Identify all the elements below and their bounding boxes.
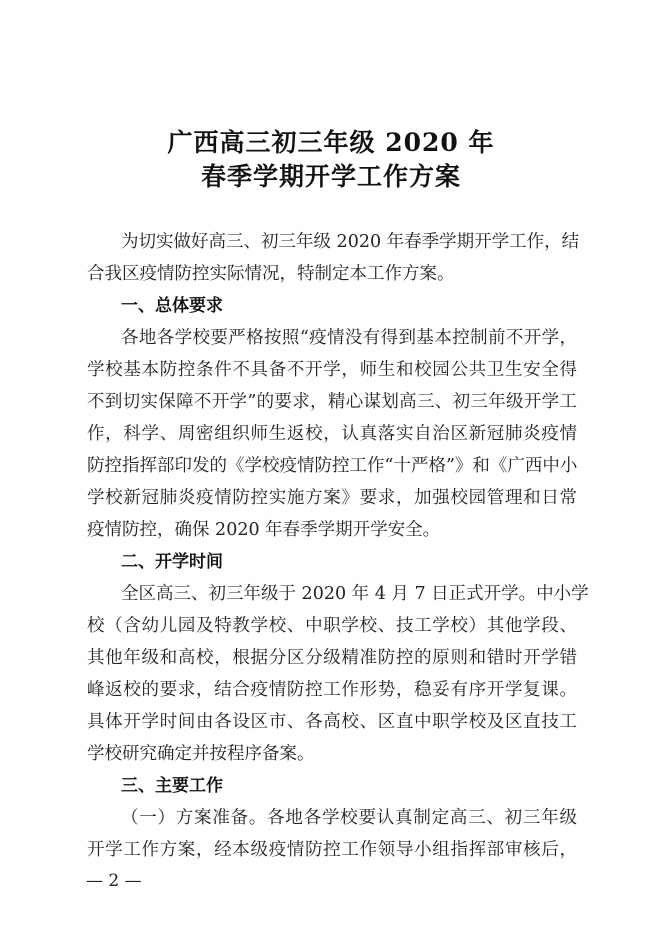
intro-line: 合我区疫情防控实际情况，特制定本工作方案。 [87, 264, 455, 284]
paragraph-line: （一）方案准备。各地各学校要认真制定高三、初三年级 [121, 808, 577, 828]
paragraph-line: 开学工作方案，经本级疫情防控工作领导小组指挥部审核后， [87, 840, 577, 860]
section-heading-3: 三、主要工作 [121, 776, 223, 796]
paragraph-line: 防控指挥部印发的《学校疫情防控工作“十严格”》和《广西中小 [87, 456, 578, 476]
paragraph-line: 具体开学时间由各设区市、各高校、区直中职学校及区直技工 [87, 712, 577, 732]
intro-line: 为切实做好高三、初三年级 2020 年春季学期开学工作，结 [121, 232, 580, 252]
paragraph-line: 学校基本防控条件不具备不开学，师生和校园公共卫生安全得 [87, 360, 577, 380]
document-title-line-1: 广西高三初三年级 2020 年 [167, 128, 495, 157]
page-number: — 2 — [86, 871, 142, 891]
paragraph-line: 不到切实保障不开学”的要求，精心谋划高三、初三年级开学工 [87, 392, 577, 412]
paragraph-line: 其他年级和高校，根据分区分级精准防控的原则和错时开学错 [87, 648, 577, 668]
section-heading-2: 二、开学时间 [121, 552, 223, 572]
paragraph-line: 学校研究确定并按程序备案。 [87, 744, 315, 764]
section-heading-1: 一、总体要求 [121, 296, 223, 316]
paragraph-line: 学校新冠肺炎疫情防控实施方案》要求，加强校园管理和日常 [87, 488, 577, 508]
paragraph-line: 疫情防控，确保 2020 年春季学期开学安全。 [87, 520, 441, 540]
paragraph-line: 峰返校的要求，结合疫情防控工作形势，稳妥有序开学复课。 [87, 680, 577, 700]
document-title-line-2: 春季学期开学工作方案 [200, 162, 461, 191]
paragraph-line: 各地各学校要严格按照“疫情没有得到基本控制前不开学， [121, 328, 577, 348]
paragraph-line: 校（含幼儿园及特教学校、中职学校、技工学校）其他学段、 [87, 616, 577, 636]
paragraph-line: 全区高三、初三年级于 2020 年 4 月 7 日正式开学。中小学 [121, 584, 589, 604]
paragraph-line: 作，科学、周密组织师生返校，认真落实自治区新冠肺炎疫情 [87, 424, 577, 444]
